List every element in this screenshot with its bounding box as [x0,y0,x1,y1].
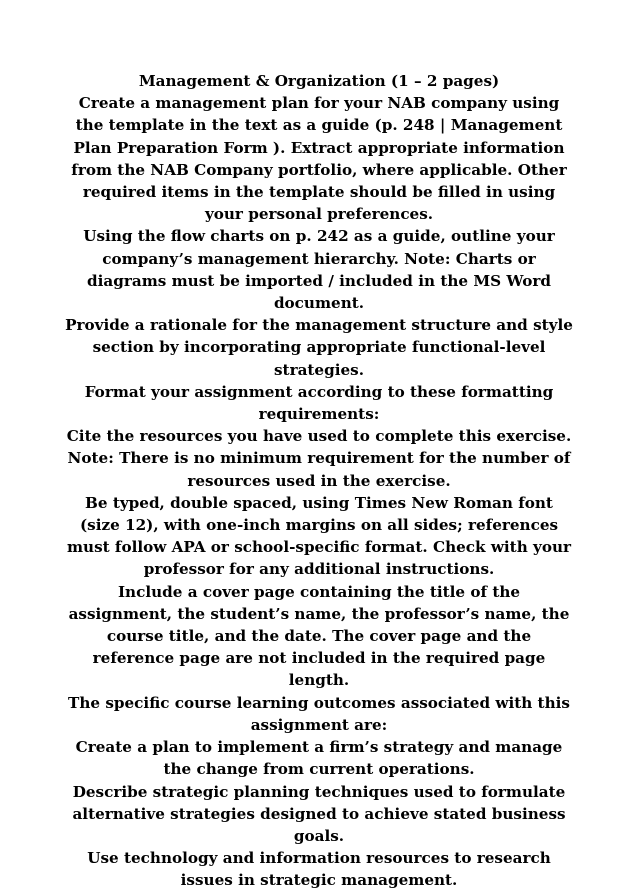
paragraph-format-intro: Format your assignment according to these formatting requirements: [84,382,554,424]
paragraph-management-plan: Create a management plan for your NAB company using the template in the text as a guide (p. 248 | Management Plan Preparation Form ). Extract appropriate information from the NAB Company portfolio, where applicable. Other required items in the template should be filled in using your personal preferences. [71,94,567,224]
paragraph-outcome-technology: Use technology and information resources to research issues in strategic management. [87,849,551,890]
paragraph-flow-charts: Using the flow charts on p. 242 as a guide, outline your company’s management hierarchy. Note: Charts or diagrams must be imported / included in the MS Word document. [83,227,555,313]
paragraph-outcome-plan: Create a plan to implement a firm’s strategy and manage the change from current operations. [75,738,563,779]
paragraph-rationale: Provide a rationale for the management structure and style section by incorporating appropriate functional-level strategies. [65,316,573,379]
paragraph-learning-outcomes-intro: The specific course learning outcomes associated with this assignment are: [68,693,570,734]
paragraph-typing-requirements: Be typed, double spaced, using Times New Roman font (size 12), with one-inch margins on all sides; references must follow APA or school-specific format. Check with your professor for any additional instructions. [66,493,572,579]
paragraph-outcome-techniques: Describe strategic planning techniques used to formulate alternative strategies designed to achieve stated business goals. [72,782,566,845]
paragraph-cite-resources: Cite the resources you have used to complete this exercise. Note: There is no minimum requirement for the number of resources used in the exercise. [66,427,572,490]
document-page [64,70,574,892]
paragraph-cover-page: Include a cover page containing the title of the assignment, the student’s name, the professor’s name, the course title, and the date. The cover page and the reference page are not included in the required page length. [68,582,570,690]
heading-management-organization: Management & Organization (1 – 2 pages) [138,72,500,90]
